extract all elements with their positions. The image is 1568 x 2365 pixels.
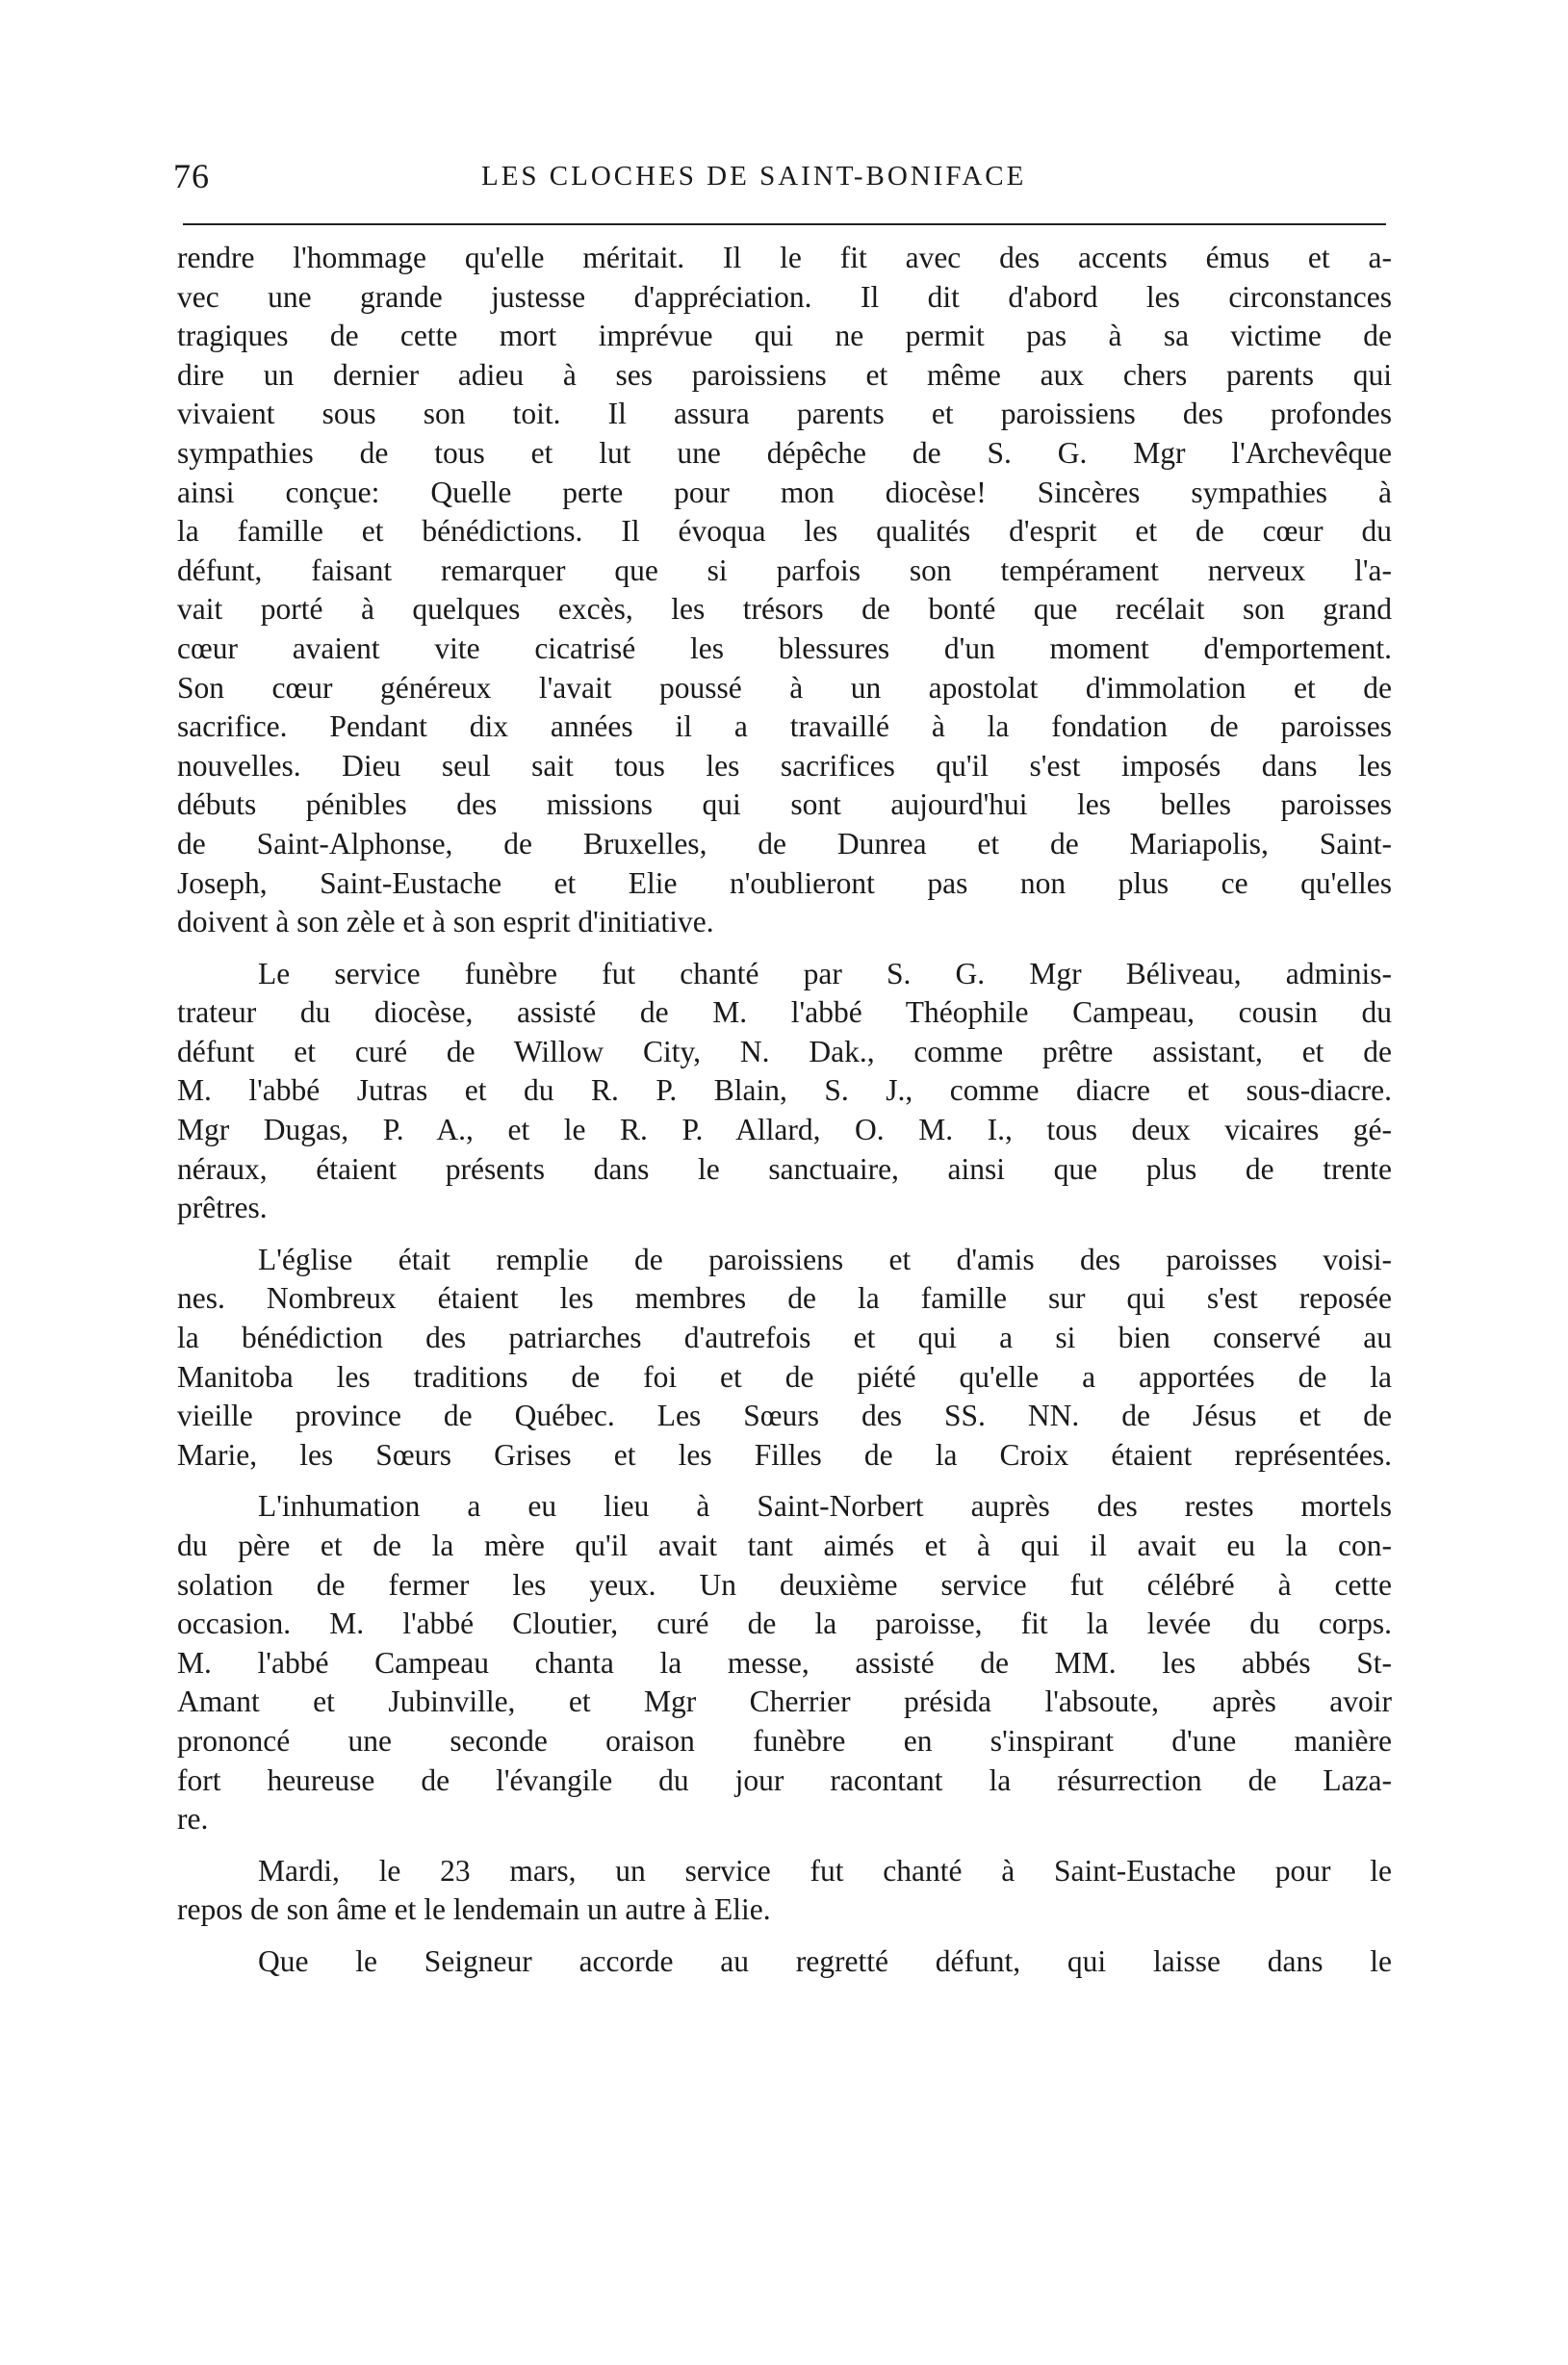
text-line: cœur avaient vite cicatrisé les blessures d'un moment d'emportement. <box>177 630 1392 665</box>
text-line: fort heureuse de l'évangile du jour racontant la résurrection de Laza- <box>177 1762 1392 1797</box>
text-line: Amant et Jubinville, et Mgr Cherrier présida l'absoute, après avoir <box>177 1684 1392 1719</box>
text-line: vec une grande justesse d'appréciation. Il dit d'abord les circonstances <box>177 279 1392 314</box>
page-number: 76 <box>173 157 210 195</box>
text-line: prononcé une seconde oraison funèbre en s'inspirant d'une manière <box>177 1723 1392 1758</box>
text-line: du père et de la mère qu'il avait tant aimés et à qui il avait eu la con- <box>177 1529 1392 1562</box>
paragraph-2 <box>177 955 1392 1228</box>
text-line: nouvelles. Dieu seul sait tous les sacrifices qu'il s'est imposés dans les <box>177 748 1392 783</box>
text-line: tragiques de cette mort imprévue qui ne permit pas à sa victime de <box>177 319 1392 353</box>
text-line: défunt et curé de Willow City, N. Dak., comme prêtre assistant, et de <box>177 1034 1392 1068</box>
text-line: Manitoba les traditions de foi et de piété qu'elle a apportées de la <box>177 1359 1392 1394</box>
running-title: LES CLOCHES DE SAINT-BONIFACE <box>481 161 1027 192</box>
text-line: néraux, étaient présents dans le sanctuaire, ainsi que plus de trente <box>177 1151 1392 1186</box>
paragraph-6 <box>177 1942 1392 1982</box>
text-line: L'église était remplie de paroissiens et d'amis des paroisses voisi- <box>258 1242 1392 1276</box>
text-line: nes. Nombreux étaient les membres de la famille sur qui s'est reposée <box>177 1281 1392 1316</box>
text-line: occasion. M. l'abbé Cloutier, curé de la paroisse, fit la levée du corps. <box>177 1607 1392 1641</box>
paragraph-1 <box>177 239 1392 942</box>
text-line: M. l'abbé Campeau chanta la messe, assisté de MM. les abbés St- <box>177 1645 1392 1680</box>
text-line: défunt, faisant remarquer que si parfois son tempérament nerveux l'a- <box>177 553 1392 587</box>
text-line: Marie, les Sœurs Grises et les Filles de la Croix étaient représentées. <box>177 1437 1392 1472</box>
paragraph-3 <box>177 1241 1392 1476</box>
text-line: sacrifice. Pendant dix années il a travaillé à la fondation de paroisses <box>177 709 1392 744</box>
text-line: de Saint-Alphonse, de Bruxelles, de Dunrea et de Mariapolis, Saint- <box>177 826 1392 861</box>
text-line: Que le Seigneur accorde au regretté défunt, qui laisse dans le <box>258 1943 1392 1978</box>
header-rule <box>183 223 1386 225</box>
paragraph-4 <box>177 1487 1392 1838</box>
text-line: Son cœur généreux l'avait poussé à un apostolat d'immolation et de <box>177 670 1392 705</box>
text-line: Le service funèbre fut chanté par S. G. Mgr Béliveau, adminis- <box>258 956 1392 990</box>
running-head <box>173 152 1396 200</box>
text-line: repos de son âme et le lendemain un autre à Elie. <box>177 1892 771 1927</box>
text-line: Mgr Dugas, P. A., et le R. P. Allard, O. M. I., tous deux vicaires gé- <box>177 1113 1392 1147</box>
text-line: la bénédiction des patriarches d'autrefois et qui a si bien conservé au <box>177 1321 1392 1355</box>
text-line: dire un dernier adieu à ses paroissiens et même aux chers parents qui <box>177 357 1392 392</box>
text-line: vivaient sous son toit. Il assura parents et paroissiens des profondes <box>177 397 1392 431</box>
text-line: sympathies de tous et lut une dépêche de S. G. Mgr l'Archevêque <box>177 435 1392 470</box>
text-line: Joseph, Saint-Eustache et Elie n'oublieront pas non plus ce qu'elles <box>177 865 1392 900</box>
text-line: vait porté à quelques excès, les trésors de bonté que recélait son grand <box>177 592 1392 627</box>
text-line: re. <box>177 1802 209 1837</box>
text-line: la famille et bénédictions. Il évoqua les qualités d'esprit et de cœur du <box>177 514 1392 549</box>
text-line: L'inhumation a eu lieu à Saint-Norbert auprès des restes mortels <box>258 1489 1392 1524</box>
text-line: doivent à son zèle et à son esprit d'initiative. <box>177 905 714 939</box>
text-line: débuts pénibles des missions qui sont aujourd'hui les belles paroisses <box>177 787 1392 822</box>
text-line: ainsi conçue: Quelle perte pour mon diocèse! Sincères sympathies à <box>177 475 1392 509</box>
paragraph-5 <box>177 1852 1392 1930</box>
text-line: rendre l'hommage qu'elle méritait. Il le fit avec des accents émus et a- <box>177 241 1392 274</box>
text-line: trateur du diocèse, assisté de M. l'abbé Théophile Campeau, cousin du <box>177 995 1392 1030</box>
text-line: M. l'abbé Jutras et du R. P. Blain, S. J., comme diacre et sous-diacre. <box>177 1073 1392 1108</box>
body-text <box>177 239 1392 1982</box>
text-line: solation de fermer les yeux. Un deuxième service fut célébré à cette <box>177 1567 1392 1602</box>
text-line: vieille province de Québec. Les Sœurs des SS. NN. de Jésus et de <box>177 1399 1392 1433</box>
text-line: prêtres. <box>177 1191 268 1225</box>
text-line: Mardi, le 23 mars, un service fut chanté à Saint-Eustache pour le <box>258 1853 1392 1888</box>
